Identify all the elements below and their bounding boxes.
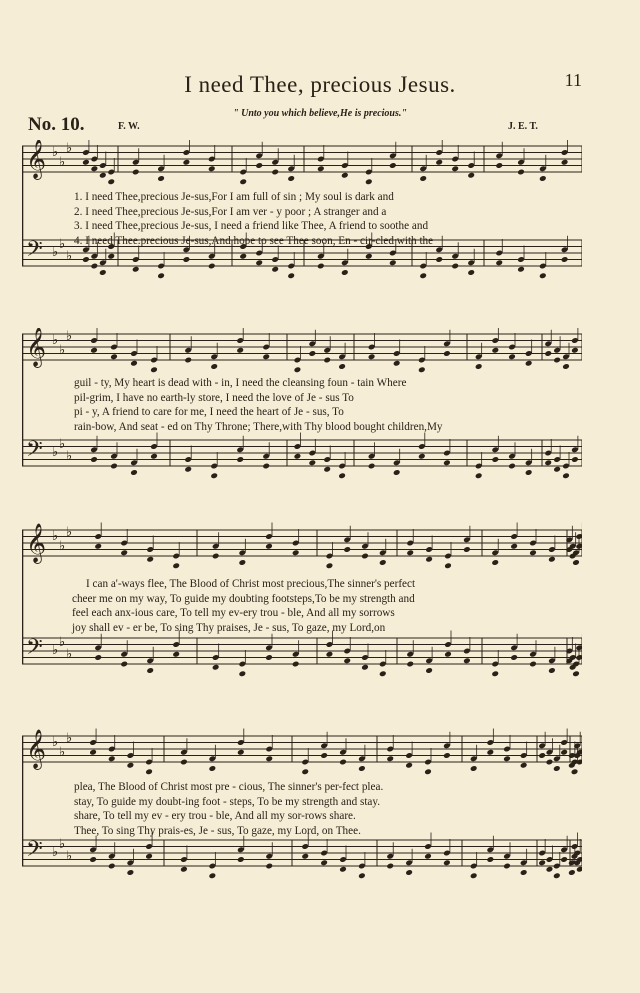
note-head (539, 175, 547, 182)
note-head (94, 654, 102, 661)
flat-icon: ♭ (52, 643, 59, 658)
note-head (91, 165, 99, 172)
note-head (120, 661, 128, 668)
note-head (317, 263, 325, 270)
lyric-line: rain-bow, And seat - ed on Thy Throne; There,with Thy blood bought children,My (74, 420, 443, 433)
lyric-line: guil - ty, My heart is dead with - in, I need the cleansing foun - tain Where (74, 377, 407, 389)
note-head (571, 347, 579, 354)
lyric-line: 4. I need Thee.precious Je-sus,And hope to see Thee soon, En - cir-cled with the (74, 234, 434, 247)
lyric-line: plea, The Blood of Christ most pre - cious, The sinner's per-fect plea. (74, 781, 384, 793)
note-head (525, 360, 533, 367)
note-head (236, 347, 244, 354)
note-head (341, 269, 349, 276)
note-head (146, 667, 154, 674)
flat-icon: ♭ (52, 333, 59, 348)
note-head (576, 759, 582, 766)
note-head (487, 749, 495, 756)
note-head (108, 755, 116, 762)
note-head (150, 366, 158, 373)
note-head (180, 759, 188, 766)
note-head (561, 159, 569, 166)
note-head (237, 749, 245, 756)
note-head (120, 549, 128, 556)
note-head (157, 175, 165, 182)
note-head (435, 159, 443, 166)
note-head (562, 472, 570, 479)
note-head (90, 456, 98, 463)
note-head (262, 353, 270, 360)
note-head (212, 553, 220, 560)
note-head (368, 353, 376, 360)
treble-clef-icon: 𝄞 (26, 140, 47, 179)
flat-icon: ♭ (52, 845, 59, 860)
note-head (546, 759, 554, 766)
note-head (508, 463, 516, 470)
lyrics-block-4 (22, 780, 582, 838)
note-head (475, 472, 483, 479)
note-head (326, 651, 334, 658)
note-head (317, 165, 325, 172)
note-head (406, 549, 414, 556)
note-head (562, 363, 570, 370)
note-head (451, 165, 459, 172)
note-head (108, 863, 116, 870)
note-head (292, 549, 300, 556)
note-head (386, 863, 394, 870)
note-head (425, 556, 433, 563)
note-head (435, 256, 443, 263)
note-head (90, 347, 98, 354)
flat-icon: ♭ (52, 529, 59, 544)
note-head (576, 533, 582, 540)
hymn-number: No. 10. (28, 114, 85, 135)
flat-icon: ♭ (52, 245, 59, 260)
note-head (130, 469, 138, 476)
note-head (467, 269, 475, 276)
note-head (576, 644, 582, 651)
note-head (379, 559, 387, 566)
note-head (361, 664, 369, 671)
note-head (525, 469, 533, 476)
music-system-3 (22, 520, 582, 690)
note-head (343, 546, 351, 553)
note-head (495, 162, 503, 169)
note-head (184, 466, 192, 473)
note-head (560, 749, 568, 756)
note-head (91, 263, 99, 270)
note-head (571, 456, 579, 463)
note-head (99, 269, 107, 276)
note-head (444, 651, 452, 658)
lyric-line: joy shall ev - er be, To sing Thy praises, Je - sus, To gaze, my Lord,on (72, 621, 386, 634)
note-head (539, 272, 547, 279)
note-head (287, 175, 295, 182)
note-head (405, 762, 413, 769)
note-head (127, 869, 135, 876)
note-head (265, 654, 273, 661)
note-head (553, 466, 561, 473)
lyric-line: share, To tell my ev - ery trou - ble, And all my sor-rows share. (74, 810, 356, 822)
bass-clef-icon: 𝄢 (26, 837, 43, 867)
note-head (389, 259, 397, 266)
note-head (520, 762, 528, 769)
note-head (419, 272, 427, 279)
lyric-line: cheer me on my way, To guide my doubting footsteps,To be my strength and (72, 592, 415, 605)
note-head (323, 466, 331, 473)
flat-icon: ♭ (52, 445, 59, 460)
note-head (107, 178, 115, 185)
note-head (145, 853, 153, 860)
note-head (424, 853, 432, 860)
note-head (94, 543, 102, 550)
note-head (517, 266, 525, 273)
bass-clef-icon: 𝄢 (26, 237, 43, 267)
note-head (444, 562, 452, 569)
note-head (443, 859, 451, 866)
bass-clef-icon: 𝄢 (26, 635, 43, 665)
note-head (110, 463, 118, 470)
note-head (560, 856, 568, 863)
note-head (172, 651, 180, 658)
note-head (145, 768, 153, 775)
note-head (208, 165, 216, 172)
note-head (492, 347, 500, 354)
note-head (406, 661, 414, 668)
flat-icon: ♭ (66, 141, 73, 156)
note-head (265, 755, 273, 762)
note-head (265, 863, 273, 870)
note-head (294, 453, 302, 460)
note-head (107, 253, 115, 260)
note-head (301, 853, 309, 860)
note-head (99, 172, 107, 179)
note-head (292, 661, 300, 668)
note-head (239, 559, 247, 566)
lyric-line: stay, To guide my doubt-ing foot - steps, To be my strength and stay. (74, 795, 381, 808)
note-head (326, 562, 334, 569)
note-head (443, 350, 451, 357)
note-head (491, 670, 499, 677)
note-head (510, 654, 518, 661)
flat-icon: ♭ (66, 525, 73, 540)
note-head (339, 759, 347, 766)
note-head (503, 863, 511, 870)
note-head (358, 765, 366, 772)
author-words: F. W. (118, 121, 140, 132)
note-head (571, 768, 579, 775)
music-system-2 (22, 328, 582, 488)
note-head (271, 266, 279, 273)
note-head (418, 366, 426, 373)
flat-icon: ♭ (66, 329, 73, 344)
note-head (386, 755, 394, 762)
note-head (561, 256, 569, 263)
note-head (127, 762, 135, 769)
note-head (239, 178, 247, 185)
note-head (358, 872, 366, 879)
note-head (463, 546, 471, 553)
note-head (208, 263, 216, 270)
note-head (82, 256, 90, 263)
note-head (255, 259, 263, 266)
note-head (510, 543, 518, 550)
note-head (308, 459, 316, 466)
note-head (341, 172, 349, 179)
note-head (572, 670, 580, 677)
flat-icon: ♭ (66, 849, 73, 864)
lyric-line: pil-grim, I have no earth-ly store, I need the love of Je - sus To (74, 391, 354, 404)
note-head (576, 866, 582, 873)
note-head (443, 752, 451, 759)
lyric-line: 2. I need Thee,precious Je-sus,For I am ver - y poor ; A stranger and a (74, 205, 387, 218)
note-head (538, 859, 546, 866)
note-head (520, 869, 528, 876)
lyric-line: feel each anx-ious care, To tell my ev-ery trou - ble, And all my sorrows (72, 607, 395, 619)
note-head (379, 670, 387, 677)
lyric-line: I can a'-ways flee, The Blood of Christ most precious,The sinner's perfect (86, 578, 416, 590)
note-head (544, 350, 552, 357)
note-head (365, 253, 373, 260)
lyric-line: Thee, To sing Thy prais-es, Je - sus, To gaze, my Lord, on Thee. (74, 824, 361, 837)
flat-icon: ♭ (52, 735, 59, 750)
note-head (150, 453, 158, 460)
note-head (132, 266, 140, 273)
note-head (338, 363, 346, 370)
treble-clef-icon: 𝄞 (26, 523, 47, 563)
note-head (210, 363, 218, 370)
lyrics-block-1 (22, 190, 582, 248)
hymn-title: I need Thee, precious Jesus. (184, 72, 456, 97)
note-head (294, 366, 302, 373)
note-head (184, 357, 192, 364)
flat-icon: ♭ (66, 449, 73, 464)
note-head (338, 472, 346, 479)
note-head (239, 670, 247, 677)
note-head (389, 162, 397, 169)
lyrics-block-3 (22, 577, 582, 635)
note-head (508, 353, 516, 360)
note-head (132, 169, 140, 176)
note-head (470, 872, 478, 879)
note-head (308, 350, 316, 357)
note-head (287, 272, 295, 279)
note-head (209, 765, 217, 772)
treble-clef-icon: 𝄞 (26, 328, 47, 367)
note-head (301, 768, 309, 775)
note-head (553, 872, 561, 879)
note-head (89, 749, 97, 756)
note-head (425, 667, 433, 674)
note-head (529, 549, 537, 556)
note-head (548, 667, 556, 674)
bass-clef-icon: 𝄢 (26, 437, 43, 467)
music-system-1 (22, 140, 582, 290)
note-head (320, 859, 328, 866)
note-head (475, 363, 483, 370)
note-head (419, 175, 427, 182)
note-head (393, 469, 401, 476)
note-head (209, 872, 217, 879)
note-head (212, 664, 220, 671)
lyric-line: 3. I need Thee,precious Je-sus, I need a friend like Thee, A friend to soothe and (74, 220, 429, 232)
note-head (255, 162, 263, 169)
note-head (236, 456, 244, 463)
note-head (183, 256, 191, 263)
note-head (343, 657, 351, 664)
flat-icon: ♭ (59, 635, 66, 650)
note-head (517, 169, 525, 176)
note-head (110, 353, 118, 360)
flat-icon: ♭ (66, 249, 73, 264)
lyric-line: pi - y, A friend to care for me, I need the heart of Je - sus, To (74, 406, 344, 418)
note-head (546, 866, 554, 873)
note-head (237, 856, 245, 863)
note-head (424, 768, 432, 775)
flat-icon: ♭ (66, 731, 73, 746)
note-head (393, 360, 401, 367)
lyrics-block-2 (22, 376, 582, 434)
note-head (130, 360, 138, 367)
note-head (544, 459, 552, 466)
note-head (89, 856, 97, 863)
note-head (172, 562, 180, 569)
note-head (463, 657, 471, 664)
note-head (157, 272, 165, 279)
note-head (418, 453, 426, 460)
note-head (239, 253, 247, 260)
note-head (323, 357, 331, 364)
note-head (365, 178, 373, 185)
flat-icon: ♭ (59, 237, 66, 252)
note-head (529, 661, 537, 668)
note-head (553, 357, 561, 364)
note-head (451, 263, 459, 270)
note-head (82, 159, 90, 166)
note-head (183, 159, 191, 166)
note-head (339, 866, 347, 873)
author-music: J. E. T. (508, 121, 538, 132)
note-head (548, 556, 556, 563)
note-head (467, 172, 475, 179)
flat-icon: ♭ (59, 837, 66, 852)
note-head (405, 869, 413, 876)
note-head (271, 169, 279, 176)
flat-icon: ♭ (59, 539, 66, 554)
epigraph: " Unto you which believe,He is precious." (233, 108, 407, 119)
note-head (491, 559, 499, 566)
note-head (487, 856, 495, 863)
lyric-line: 1. I need Thee,precious Je-sus,For I am full of sin ; My soul is dark and (74, 191, 394, 203)
note-head (262, 463, 270, 470)
flat-icon: ♭ (59, 155, 66, 170)
note-head (503, 755, 511, 762)
note-head (568, 869, 576, 876)
flat-icon: ♭ (59, 745, 66, 760)
flat-icon: ♭ (59, 437, 66, 452)
note-head (146, 556, 154, 563)
note-head (180, 866, 188, 873)
flat-icon: ♭ (66, 647, 73, 662)
note-head (210, 472, 218, 479)
music-system-4 (22, 728, 582, 898)
note-head (368, 463, 376, 470)
flat-icon: ♭ (52, 145, 59, 160)
flat-icon: ♭ (59, 343, 66, 358)
note-head (495, 259, 503, 266)
note-head (265, 543, 273, 550)
note-head (470, 765, 478, 772)
treble-clef-icon: 𝄞 (26, 729, 47, 769)
note-head (572, 559, 580, 566)
note-head (443, 459, 451, 466)
note-head (553, 765, 561, 772)
note-head (320, 752, 328, 759)
note-head (492, 456, 500, 463)
note-head (361, 553, 369, 560)
note-head (538, 752, 546, 759)
page-number: 11 (564, 70, 582, 90)
